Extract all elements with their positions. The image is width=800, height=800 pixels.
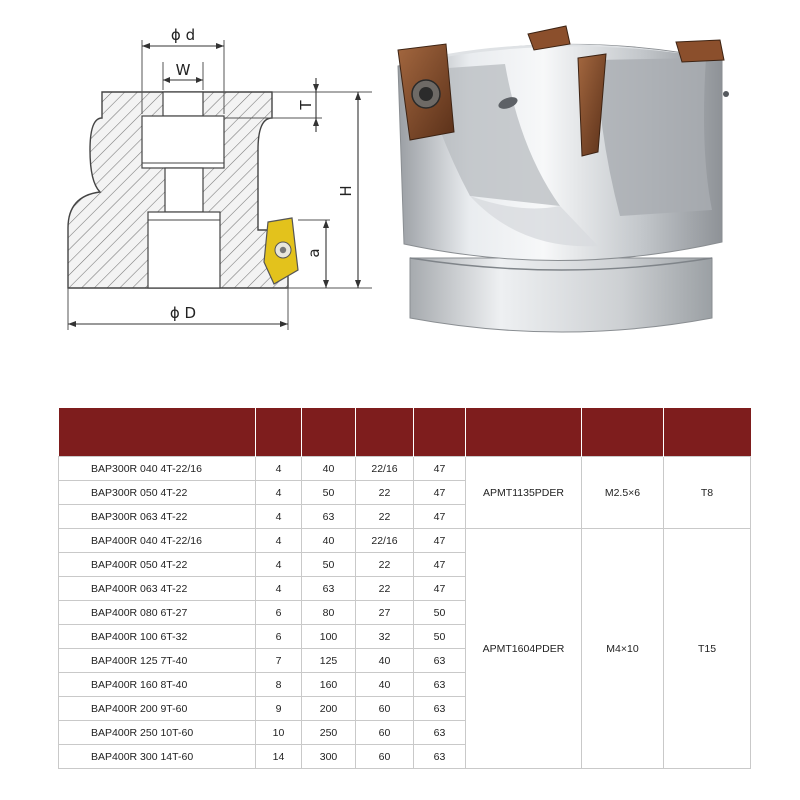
height-cell: 63 bbox=[414, 721, 466, 745]
height-cell: 63 bbox=[414, 649, 466, 673]
diameter-cell: 80 bbox=[302, 601, 356, 625]
height-cell: 47 bbox=[414, 529, 466, 553]
bore-cell: 32 bbox=[356, 625, 414, 649]
side-screw bbox=[723, 91, 729, 97]
cutter-shank bbox=[410, 258, 712, 332]
diameter-cell: 50 bbox=[302, 481, 356, 505]
teeth-cell: 4 bbox=[256, 577, 302, 601]
bore-cell: 22 bbox=[356, 553, 414, 577]
model-cell: BAP400R 100 6T-32 bbox=[59, 625, 256, 649]
insert-cell: APMT1604PDER bbox=[466, 529, 582, 769]
header-cell bbox=[302, 408, 356, 457]
diameter-cell: 40 bbox=[302, 457, 356, 481]
model-cell: BAP400R 050 4T-22 bbox=[59, 553, 256, 577]
diameter-cell: 200 bbox=[302, 697, 356, 721]
teeth-cell: 4 bbox=[256, 505, 302, 529]
teeth-cell: 4 bbox=[256, 529, 302, 553]
diameter-cell: 63 bbox=[302, 577, 356, 601]
bore-cell: 60 bbox=[356, 697, 414, 721]
teeth-cell: 4 bbox=[256, 481, 302, 505]
height-cell: 47 bbox=[414, 505, 466, 529]
bore-middle bbox=[165, 168, 203, 212]
teeth-cell: 8 bbox=[256, 673, 302, 697]
model-cell: BAP300R 050 4T-22 bbox=[59, 481, 256, 505]
bore-cell: 60 bbox=[356, 721, 414, 745]
spec-table bbox=[58, 408, 751, 769]
diameter-cell: 50 bbox=[302, 553, 356, 577]
dim-label-height: H bbox=[337, 185, 355, 197]
wrench-cell: T15 bbox=[664, 529, 751, 769]
model-cell: BAP400R 080 6T-27 bbox=[59, 601, 256, 625]
table-row bbox=[59, 529, 751, 553]
diameter-cell: 63 bbox=[302, 505, 356, 529]
bore-upper bbox=[142, 116, 224, 168]
bore-cell: 22/16 bbox=[356, 457, 414, 481]
table-row bbox=[59, 457, 751, 481]
diameter-cell: 100 bbox=[302, 625, 356, 649]
diameter-cell: 250 bbox=[302, 721, 356, 745]
teeth-cell: 10 bbox=[256, 721, 302, 745]
counterbore bbox=[148, 212, 220, 288]
diameter-cell: 160 bbox=[302, 673, 356, 697]
screw-cell: M4×10 bbox=[582, 529, 664, 769]
header-cell bbox=[356, 408, 414, 457]
header-cell bbox=[582, 408, 664, 457]
dim-label-bore: ϕ d bbox=[170, 26, 196, 44]
teeth-cell: 14 bbox=[256, 745, 302, 769]
model-cell: BAP400R 300 14T-60 bbox=[59, 745, 256, 769]
header-cell bbox=[59, 408, 256, 457]
height-cell: 63 bbox=[414, 673, 466, 697]
teeth-cell: 6 bbox=[256, 601, 302, 625]
diameter-cell: 125 bbox=[302, 649, 356, 673]
bore-cell: 60 bbox=[356, 745, 414, 769]
teeth-cell: 6 bbox=[256, 625, 302, 649]
diameter-cell: 300 bbox=[302, 745, 356, 769]
header-cell bbox=[414, 408, 466, 457]
bore-cell: 40 bbox=[356, 649, 414, 673]
model-cell: BAP400R 200 9T-60 bbox=[59, 697, 256, 721]
cross-section-drawing bbox=[68, 26, 372, 330]
model-cell: BAP300R 063 4T-22 bbox=[59, 505, 256, 529]
bore-cell: 22 bbox=[356, 481, 414, 505]
height-cell: 63 bbox=[414, 697, 466, 721]
model-cell: BAP400R 063 4T-22 bbox=[59, 577, 256, 601]
height-cell: 47 bbox=[414, 457, 466, 481]
header-cell bbox=[466, 408, 582, 457]
model-cell: BAP400R 040 4T-22/16 bbox=[59, 529, 256, 553]
wrench-cell: T8 bbox=[664, 457, 751, 529]
model-cell: BAP400R 125 7T-40 bbox=[59, 649, 256, 673]
insert-diagram bbox=[264, 218, 298, 284]
height-cell: 63 bbox=[414, 745, 466, 769]
model-cell: BAP400R 250 10T-60 bbox=[59, 721, 256, 745]
table-header-row bbox=[59, 408, 751, 457]
teeth-cell: 4 bbox=[256, 457, 302, 481]
height-cell: 50 bbox=[414, 625, 466, 649]
dim-label-insert-height: a bbox=[305, 248, 323, 258]
product-photo bbox=[398, 26, 729, 332]
insert-cell: APMT1135PDER bbox=[466, 457, 582, 529]
height-cell: 50 bbox=[414, 601, 466, 625]
keyway-slot bbox=[163, 92, 203, 116]
diameter-cell: 40 bbox=[302, 529, 356, 553]
height-cell: 47 bbox=[414, 553, 466, 577]
right-insert bbox=[676, 40, 724, 62]
bore-cell: 40 bbox=[356, 673, 414, 697]
header-cell bbox=[256, 408, 302, 457]
height-cell: 47 bbox=[414, 481, 466, 505]
model-cell: BAP300R 040 4T-22/16 bbox=[59, 457, 256, 481]
teeth-cell: 9 bbox=[256, 697, 302, 721]
bore-cell: 22 bbox=[356, 577, 414, 601]
height-cell: 47 bbox=[414, 577, 466, 601]
teeth-cell: 7 bbox=[256, 649, 302, 673]
screw-cell: M2.5×6 bbox=[582, 457, 664, 529]
header-cell bbox=[664, 408, 751, 457]
dim-label-cutter-diameter: ϕ D bbox=[169, 304, 197, 322]
bore-cell: 27 bbox=[356, 601, 414, 625]
dim-label-keyway-width: W bbox=[175, 61, 191, 79]
bore-cell: 22/16 bbox=[356, 529, 414, 553]
bore-cell: 22 bbox=[356, 505, 414, 529]
dim-label-keyway-depth: T bbox=[297, 100, 315, 110]
teeth-cell: 4 bbox=[256, 553, 302, 577]
model-cell: BAP400R 160 8T-40 bbox=[59, 673, 256, 697]
